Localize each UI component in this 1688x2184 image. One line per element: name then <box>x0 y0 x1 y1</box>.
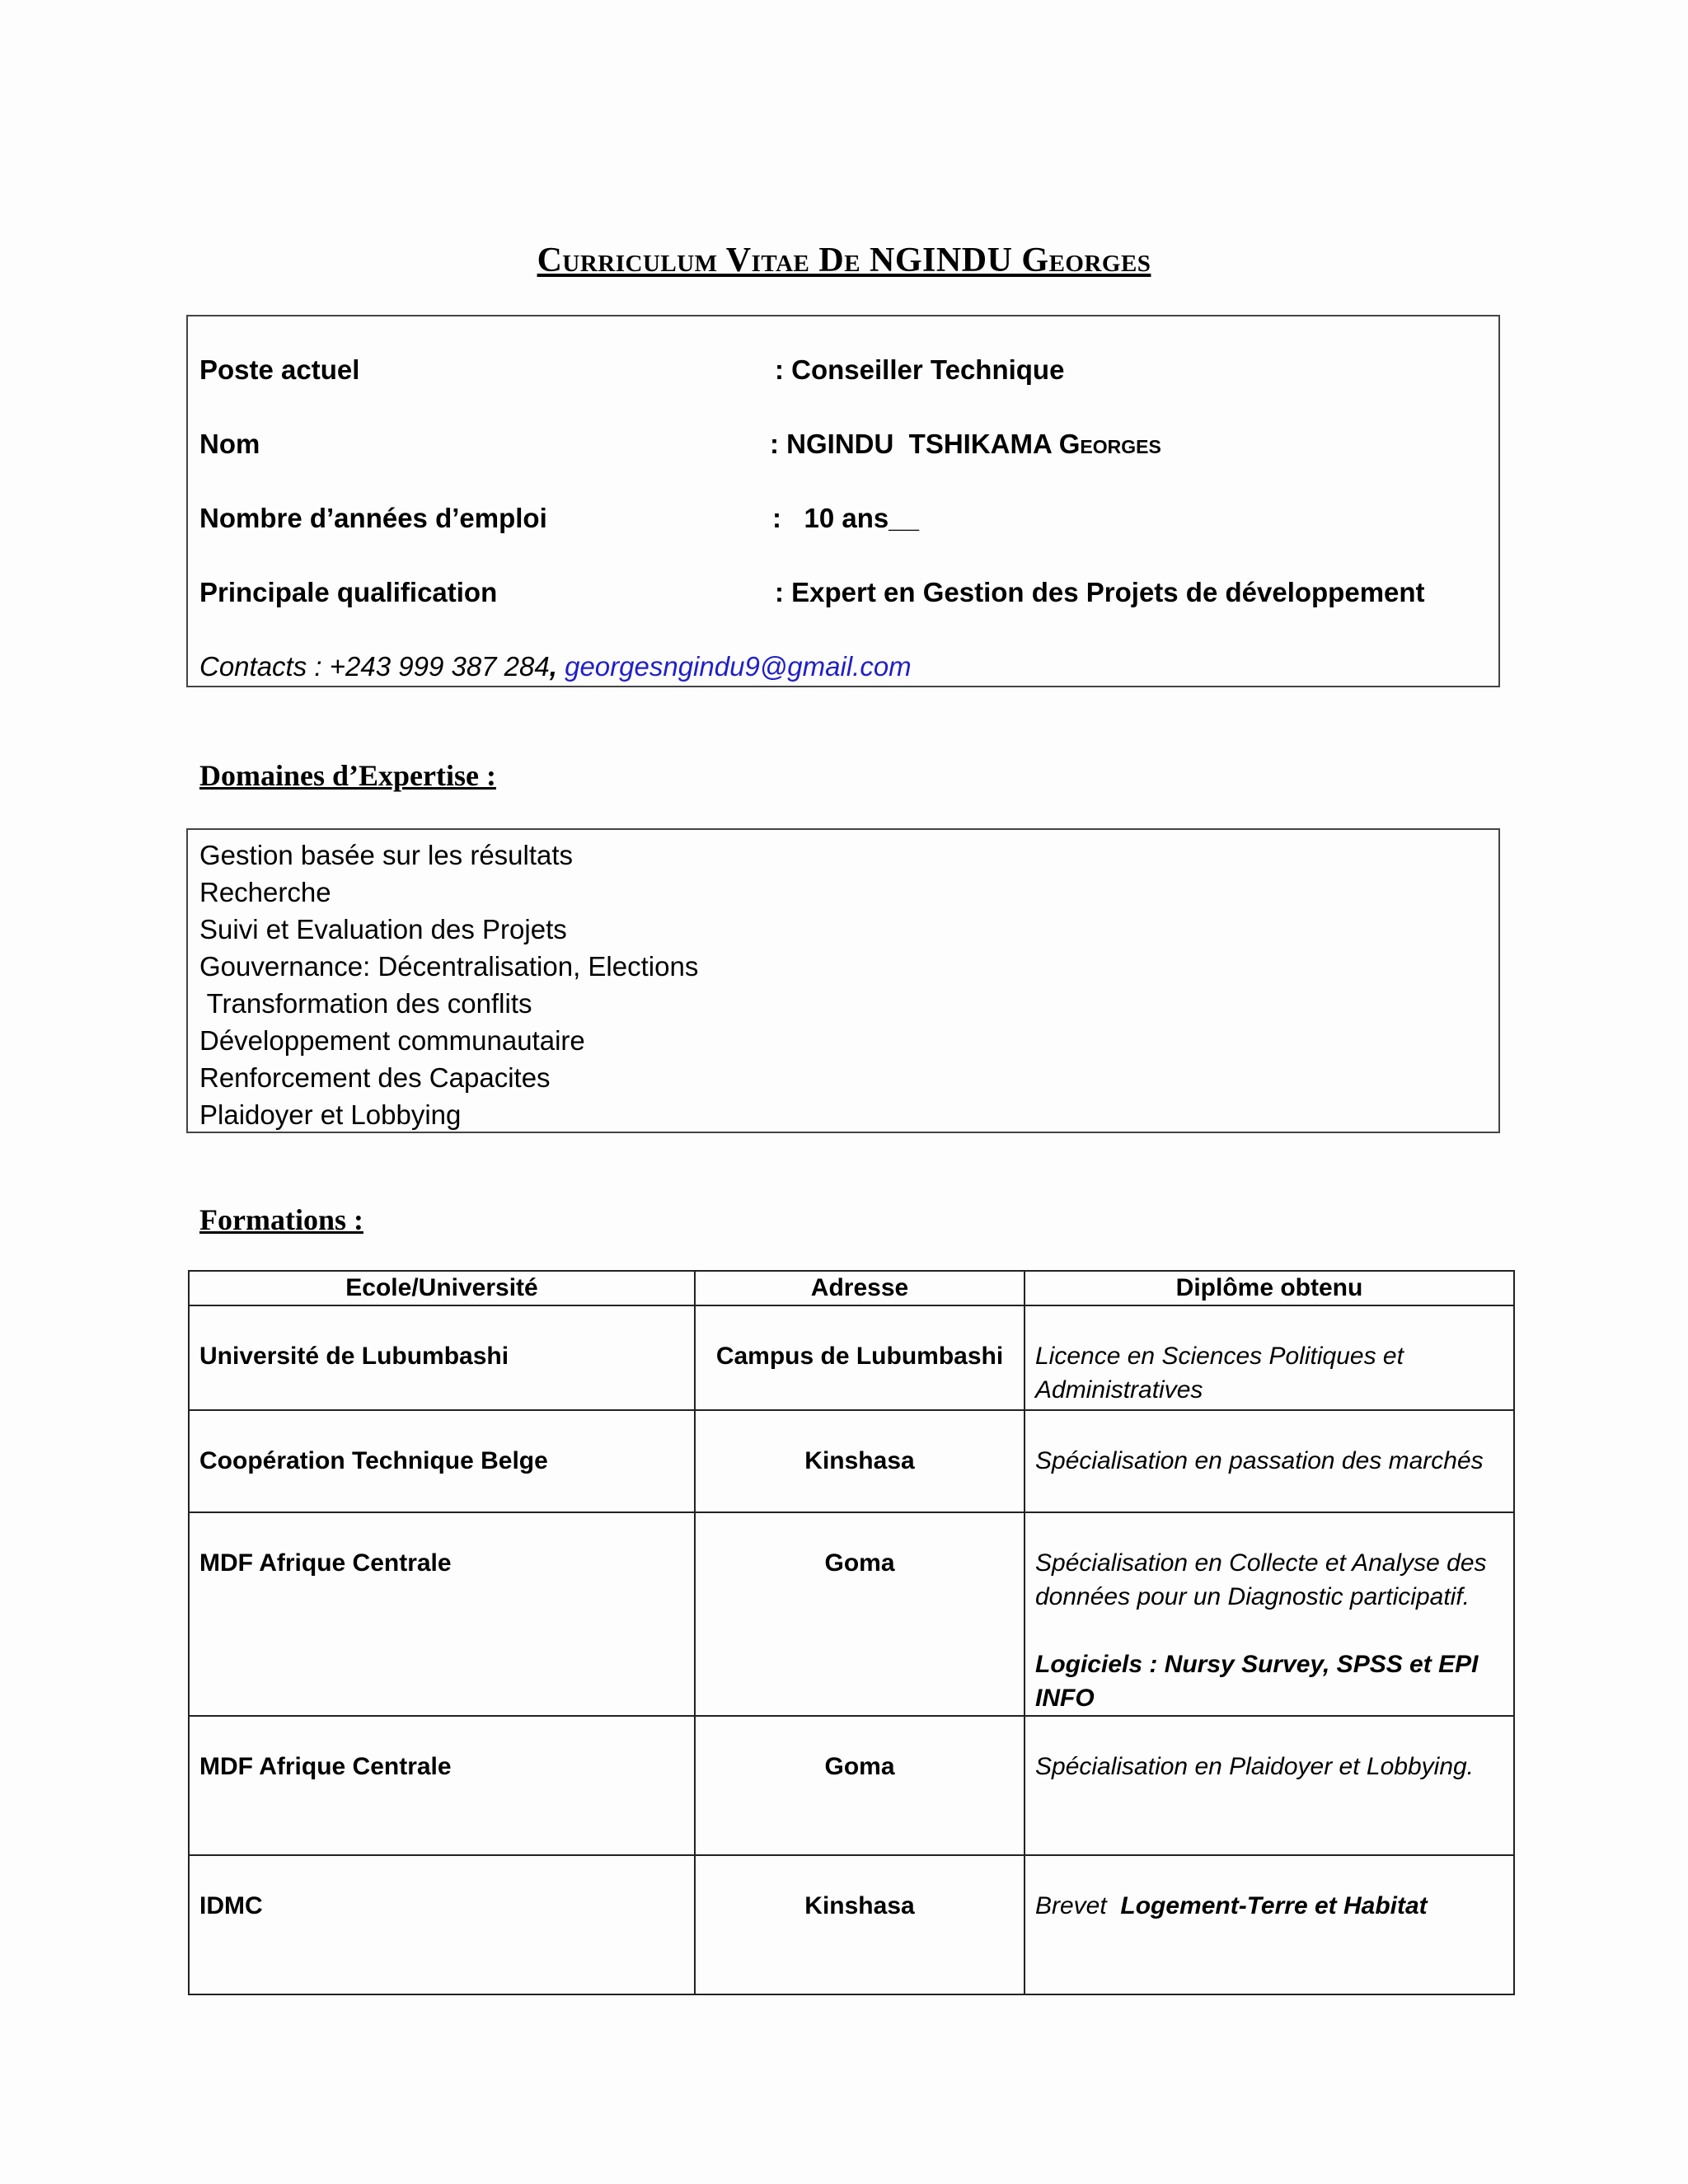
diploma-cell <box>1025 1512 1514 1716</box>
identity-value: : 10 ans__ <box>772 503 919 533</box>
diploma-cell <box>1025 1410 1514 1512</box>
diploma-cell <box>1025 1305 1514 1410</box>
identity-value <box>770 429 1161 460</box>
address-cell <box>695 1305 1025 1410</box>
diploma-text <box>1035 1889 1503 1923</box>
identity-label: Nom <box>199 429 260 459</box>
school-name: MDF Afrique Centrale <box>199 1549 452 1577</box>
expertise-item: Développement communautaire <box>199 1025 585 1056</box>
school-name: MDF Afrique Centrale <box>199 1753 452 1780</box>
page-title: Curriculum Vitae De NGINDU Georges <box>537 241 1151 279</box>
expertise-item: Suivi et Evaluation des Projets <box>199 914 567 944</box>
school-name: Université de Lubumbashi <box>199 1343 509 1370</box>
column-header-school: Ecole/Université <box>189 1271 695 1305</box>
expertise-heading: Domaines d’Expertise : <box>199 759 496 792</box>
diploma-text: Spécialisation en passation des marchés <box>1035 1447 1484 1474</box>
school-cell <box>189 1410 695 1512</box>
identity-value: : Expert en Gestion des Projets de développement <box>775 577 1425 607</box>
diploma-cell <box>1025 1716 1514 1855</box>
address-text: Kinshasa <box>804 1892 915 1919</box>
diploma-bold-part: Logement-Terre et Habitat <box>1120 1892 1428 1919</box>
formations-table <box>188 1270 1515 1995</box>
school-name: IDMC <box>199 1892 263 1919</box>
diploma-cell <box>1025 1855 1514 1994</box>
contacts-separator: , <box>549 651 557 682</box>
table-header-row <box>189 1271 1514 1305</box>
expertise-item: Recherche <box>199 877 331 907</box>
table-row <box>189 1855 1514 1994</box>
formations-heading: Formations : <box>199 1203 363 1236</box>
diploma-prefix: Brevet <box>1035 1892 1121 1919</box>
address-cell <box>695 1410 1025 1512</box>
school-cell <box>189 1305 695 1410</box>
table-row <box>189 1410 1514 1512</box>
identity-label: Principale qualification <box>199 577 498 607</box>
address-text: Goma <box>824 1753 895 1780</box>
expertise-item: Plaidoyer et Lobbying <box>199 1099 462 1130</box>
identity-box <box>186 315 1500 687</box>
school-cell <box>189 1512 695 1716</box>
table-row <box>189 1716 1514 1855</box>
table-row <box>189 1305 1514 1410</box>
column-header-diploma: Diplôme obtenu <box>1025 1271 1514 1305</box>
column-header-address: Adresse <box>695 1271 1025 1305</box>
address-text: Kinshasa <box>804 1447 915 1474</box>
school-cell <box>189 1716 695 1855</box>
school-name: Coopération Technique Belge <box>199 1447 548 1474</box>
expertise-item: Renforcement des Capacites <box>199 1062 551 1093</box>
contacts-line <box>199 651 912 682</box>
expertise-item: Transformation des conflits <box>199 988 532 1019</box>
expertise-item: Gestion basée sur les résultats <box>199 840 574 870</box>
identity-label: Nombre d’années d’emploi <box>199 503 547 533</box>
school-cell <box>189 1855 695 1994</box>
address-cell <box>695 1512 1025 1716</box>
address-cell <box>695 1716 1025 1855</box>
expertise-box <box>186 828 1500 1133</box>
expertise-item: Gouvernance: Décentralisation, Elections <box>199 951 699 982</box>
identity-label: Poste actuel <box>199 354 360 385</box>
name-main: : NGINDU TSHIKAMA <box>770 429 1059 459</box>
diploma-text: Spécialisation en Plaidoyer et Lobbying. <box>1035 1753 1475 1780</box>
contacts-phone: Contacts : +243 999 387 284 <box>199 651 550 682</box>
diploma-text: Spécialisation en Collecte et Analyse des données pour un Diagnostic participatif. <box>1035 1549 1487 1610</box>
address-cell <box>695 1855 1025 1994</box>
address-text: Campus de Lubumbashi <box>715 1343 1004 1370</box>
diploma-text: Licence en Sciences Politiques et Administratives <box>1035 1343 1404 1404</box>
address-text: Goma <box>824 1549 895 1577</box>
email-link[interactable]: georgesngindu9@gmail.com <box>556 651 912 682</box>
table-row <box>189 1512 1514 1716</box>
identity-value: : Conseiller Technique <box>775 354 1065 385</box>
diploma-software: Logiciels : Nursy Survey, SPSS et EPI INFO <box>1035 1651 1479 1712</box>
name-caps: Georges <box>1058 429 1161 459</box>
